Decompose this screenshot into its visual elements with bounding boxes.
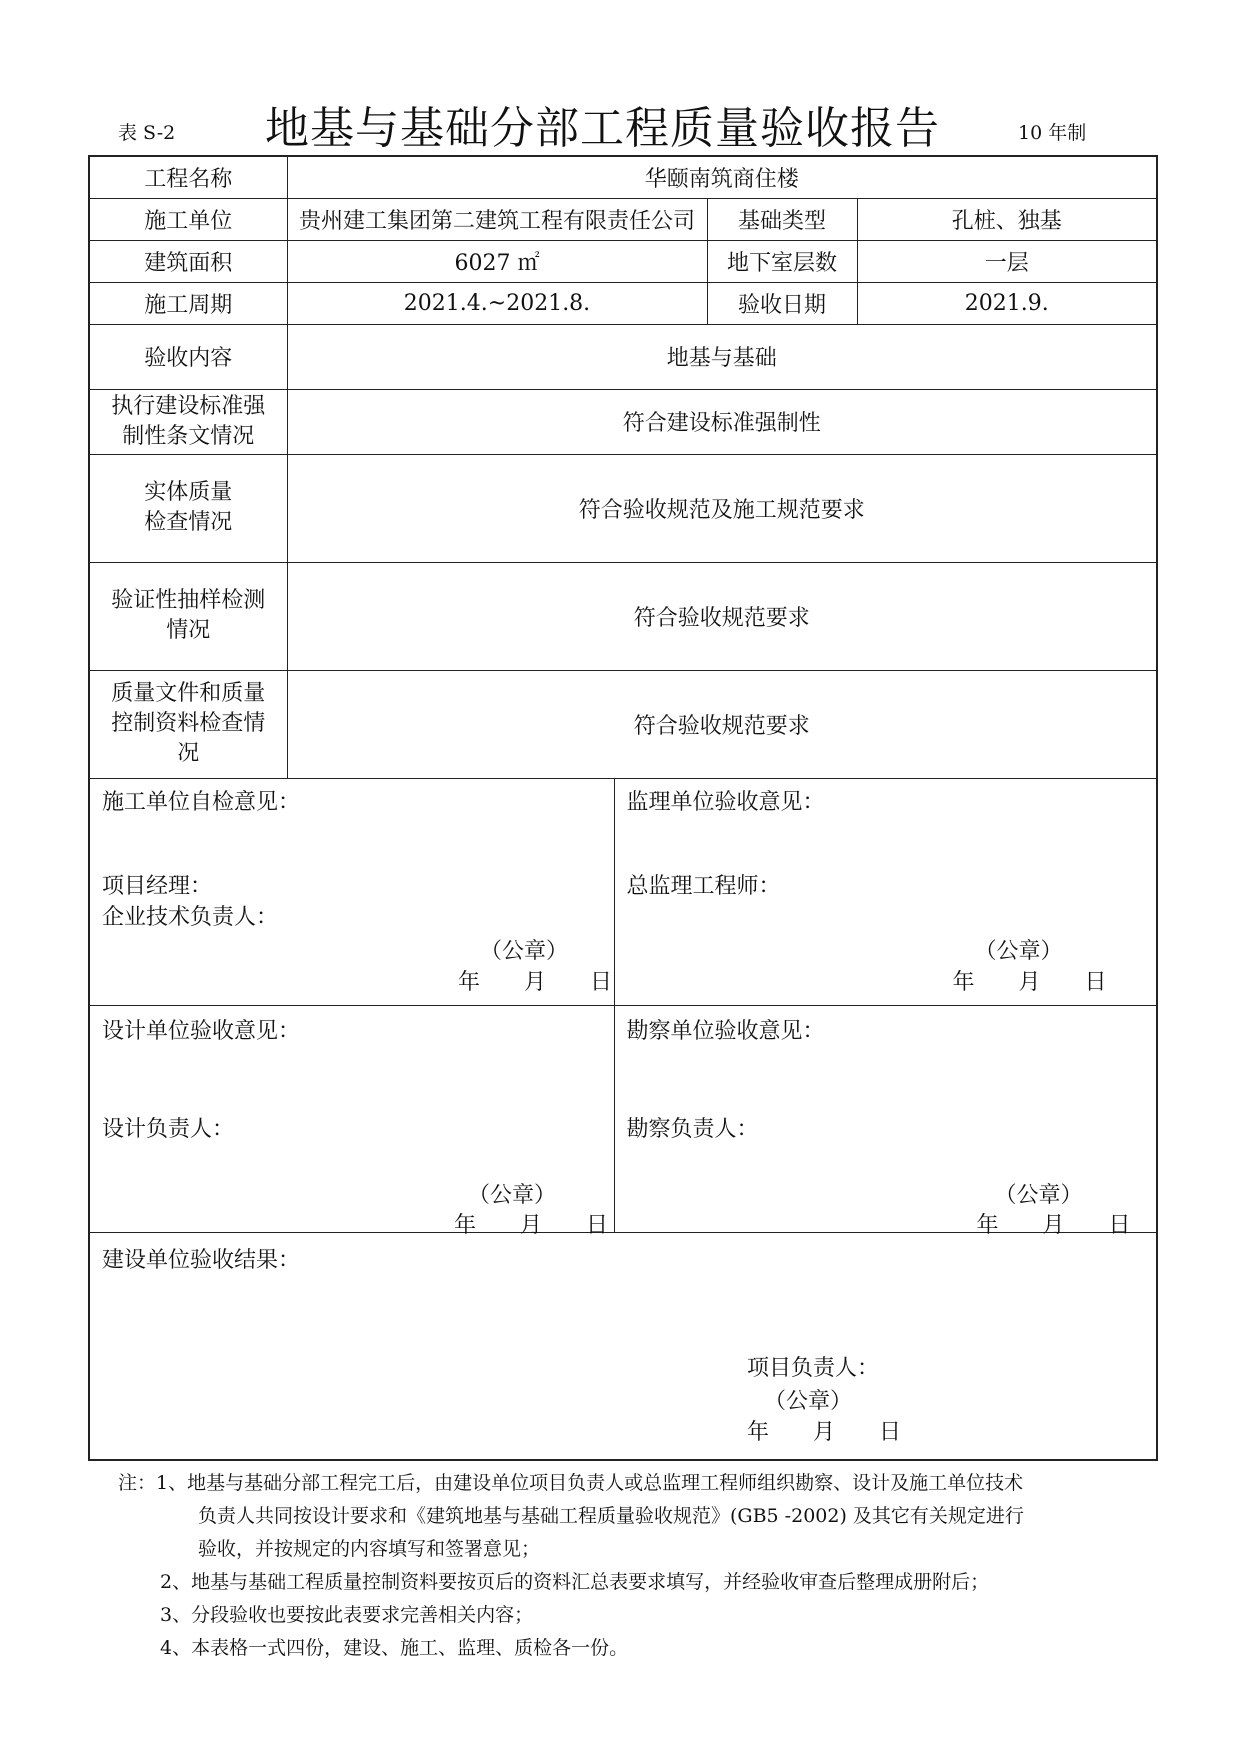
contractor-tech-label: 企业技术负责人： [102, 904, 279, 930]
supervisor-opinion-cell [614, 778, 1157, 1005]
contractor-value: 贵州建工集团第二建筑工程有限责任公司 [287, 198, 707, 240]
design-lead-label: 设计负责人： [102, 1116, 235, 1142]
form-number: 表 S-2 [118, 122, 176, 144]
note-2: 2、地基与基础工程质量控制资料要按页后的资料汇总表要求填写，并经验收审查后整理成册附后； [160, 1571, 990, 1593]
acceptance-date-label: 验收日期 [707, 282, 857, 324]
survey-date: 年 月 日 [976, 1212, 1131, 1238]
supervisor-opinion-title: 监理单位验收意见： [626, 789, 825, 815]
scope-label: 验收内容 [89, 324, 287, 389]
foundation-type-value: 孔桩、独基 [857, 198, 1157, 240]
quality-docs-value: 符合验收规范要求 [287, 670, 1157, 778]
docs-label-line2: 控制资料检查情 [111, 711, 266, 736]
acceptance-form-table [88, 155, 1158, 1461]
contractor-opinion-title: 施工单位自检意见： [102, 789, 301, 815]
period-value: 2021.4.~2021.8. [287, 282, 707, 324]
survey-opinion-title: 勘察单位验收意见： [626, 1018, 825, 1044]
contractor-opinion-cell [89, 778, 614, 1005]
quality-docs-label [89, 670, 287, 778]
period-label: 施工周期 [89, 282, 287, 324]
physical-quality-value: 符合验收规范及施工规范要求 [287, 454, 1157, 562]
supervisor-chief-label: 总监理工程师： [626, 873, 781, 899]
project-name-label: 工程名称 [89, 156, 287, 198]
owner-seal: （公章） [764, 1388, 853, 1414]
foundation-type-label: 基础类型 [707, 198, 857, 240]
mandatory-label-line1: 执行建设标准强 [111, 393, 266, 419]
design-opinion-title: 设计单位验收意见： [102, 1018, 301, 1044]
owner-date: 年 月 日 [747, 1419, 902, 1445]
design-opinion-cell [89, 1005, 614, 1238]
mandatory-label-line2: 制性条文情况 [122, 423, 255, 449]
area-value: 6027 ㎡ [287, 240, 707, 282]
basement-value: 一层 [857, 240, 1157, 282]
docs-label-line3: 况 [177, 741, 200, 766]
docs-label-line1: 质量文件和质量 [111, 681, 266, 706]
form-notes [118, 1467, 1158, 1665]
physical-label-line2: 检查情况 [144, 510, 233, 535]
contractor-label: 施工单位 [89, 198, 287, 240]
acceptance-date-value: 2021.9. [857, 282, 1157, 324]
sampling-label-line1: 验证性抽样检测 [111, 588, 266, 613]
form-edition: 10 年制 [1018, 122, 1087, 144]
supervisor-seal: （公章） [974, 938, 1063, 964]
note-1-line3: 验收，并按规定的内容填写和签署意见； [198, 1538, 541, 1560]
sampling-label-line2: 情况 [166, 618, 211, 643]
project-name-value: 华颐南筑商住楼 [287, 156, 1157, 198]
contractor-date: 年 月 日 [458, 969, 613, 995]
note-1-line2: 负责人共同按设计要求和《建筑地基与基础工程质量验收规范》(GB5 -2002) 及其它有关规定进行 [198, 1505, 1024, 1527]
contractor-pm-label: 项目经理： [102, 873, 213, 899]
mandatory-standards-value: 符合建设标准强制性 [287, 389, 1157, 454]
sampling-test-label [89, 562, 287, 670]
area-label: 建筑面积 [89, 240, 287, 282]
note-3: 3、分段验收也要按此表要求完善相关内容； [160, 1604, 534, 1626]
owner-lead-label: 项目负责人： [747, 1355, 880, 1381]
note-1-line1: 注：1、地基与基础分部工程完工后，由建设单位项目负责人或总监理工程师组织勘察、设计及施工单位技术 [118, 1472, 1024, 1494]
survey-lead-label: 勘察负责人： [626, 1116, 759, 1142]
supervisor-date: 年 月 日 [952, 969, 1107, 995]
mandatory-standards-label [89, 389, 287, 454]
survey-opinion-cell [614, 1005, 1157, 1238]
document-title: 地基与基础分部工程质量验收报告 [265, 103, 940, 154]
physical-quality-label [89, 454, 287, 562]
basement-label: 地下室层数 [707, 240, 857, 282]
design-seal: （公章） [468, 1182, 557, 1208]
scope-value: 地基与基础 [287, 324, 1157, 389]
sampling-test-value: 符合验收规范要求 [287, 562, 1157, 670]
design-date: 年 月 日 [454, 1212, 609, 1238]
physical-label-line1: 实体质量 [144, 480, 233, 505]
survey-seal: （公章） [994, 1182, 1083, 1208]
contractor-seal: （公章） [480, 938, 569, 964]
owner-result-title: 建设单位验收结果： [102, 1247, 301, 1273]
owner-result-cell [89, 1232, 1157, 1460]
note-4: 4、本表格一式四份，建设、施工、监理、质检各一份。 [160, 1637, 629, 1659]
